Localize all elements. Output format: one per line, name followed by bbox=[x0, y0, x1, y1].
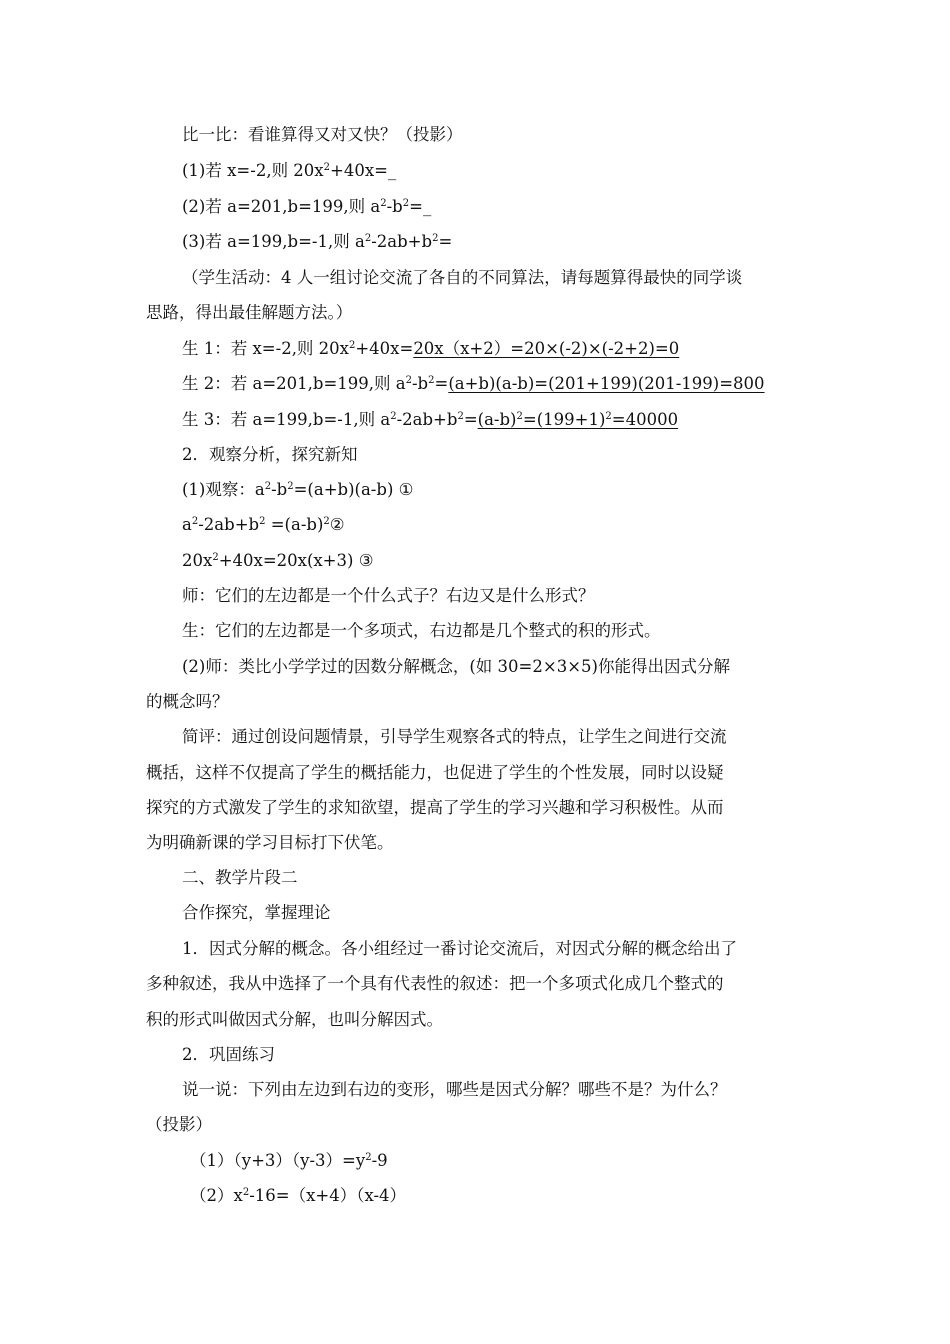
text-line: $20x^2+40x=20x(x+3)$ ③ bbox=[182, 551, 374, 570]
text-line: 概括，这样不仅提高了学生的概括能力，也促进了学生的个性发展，同时以设疑 bbox=[146, 763, 724, 782]
text-line: 多种叙述，我从中选择了一个具有代表性的叙述：把一个多项式化成几个整式的 bbox=[146, 974, 724, 993]
section-heading: 2．巩固练习 bbox=[182, 1045, 275, 1064]
text-line: （学生活动：4 人一组讨论交流了各自的不同算法，请每题算得最快的同学谈 bbox=[182, 268, 743, 287]
text-line: 合作探究，掌握理论 bbox=[182, 903, 331, 922]
text-line: 比一比：看谁算得又对又快？（投影） bbox=[182, 125, 463, 144]
text-line: 师：它们的左边都是一个什么式子？右边又是什么形式？ bbox=[182, 586, 595, 605]
text-line: $a^2-2ab+b^2$ $=(a-b)^2②$ bbox=[182, 515, 345, 534]
text-line: $(1)(y+3)(y-3)=y^2-9$ bbox=[190, 1151, 388, 1170]
text-line: $(2)x^2-16=(x+4)(x-4)$ bbox=[190, 1186, 407, 1205]
text-line: (3)若 a=199,b=-1,则 $a^2-2ab+b^2=$ bbox=[182, 232, 453, 251]
text-line: 为明确新课的学习目标打下伏笔。 bbox=[146, 833, 394, 852]
text-line: 的概念吗？ bbox=[146, 692, 229, 711]
section-heading: 2．观察分析，探究新知 bbox=[182, 445, 358, 464]
text-line: 简评：通过创设问题情景，引导学生观察各式的特点，让学生之间进行交流 bbox=[182, 727, 727, 746]
text-line: 生 2：若 a=201,b=199,则 $a^2-b^2=(a+b)(a-b)=(201+199)(201-199)=800$ bbox=[182, 374, 765, 393]
text-line: (2)若 a=201,b=199,则 $a^2-b^2=\_$ bbox=[182, 197, 432, 216]
section-heading: 二、教学片段二 bbox=[182, 868, 298, 887]
text-line: 生 3：若 a=199,b=-1,则 $a^2-2ab+b^2=(a-b)^2=(199+1)^2=40000$ bbox=[182, 410, 679, 429]
text-line: 积的形式叫做因式分解，也叫分解因式。 bbox=[146, 1010, 443, 1029]
text-line: 生 1：若 x=-2,则 $20x^2+40x=20x(x+2)=20\times(-2)\times(-2+2)=0$ bbox=[182, 339, 680, 358]
text-line: 生：它们的左边都是一个多项式，右边都是几个整式的积的形式。 bbox=[182, 621, 661, 640]
text-line: (2)师：类比小学学过的因数分解概念，(如 30=2×3×5)你能得出因式分解 bbox=[182, 657, 730, 676]
text-line: 说一说：下列由左边到右边的变形，哪些是因式分解？哪些不是？为什么？ bbox=[182, 1080, 727, 1099]
text-line: 1．因式分解的概念。各小组经过一番讨论交流后，对因式分解的概念给出了 bbox=[182, 939, 737, 958]
answer-underlined: 20x（x+2）=20×(-2)×(-2+2)=0 bbox=[413, 339, 680, 358]
text-line: （投影） bbox=[146, 1115, 212, 1134]
text-line: (1)若 x=-2,则 $20x^2+40x=\_$ bbox=[182, 161, 397, 180]
text-line: 探究的方式激发了学生的求知欲望，提高了学生的学习兴趣和学习积极性。从而 bbox=[146, 798, 724, 817]
answer-underlined: (a+b)(a-b)=(201+199)(201-199)=800 bbox=[448, 374, 765, 393]
text-line: 思路，得出最佳解题方法。） bbox=[146, 303, 353, 322]
text-line: (1)观察：$a^2-b^2=(a+b)(a-b)$ ① bbox=[182, 480, 414, 499]
answer-underlined: $(a-b)^2=(199+1)^2=40000$ bbox=[477, 410, 679, 429]
